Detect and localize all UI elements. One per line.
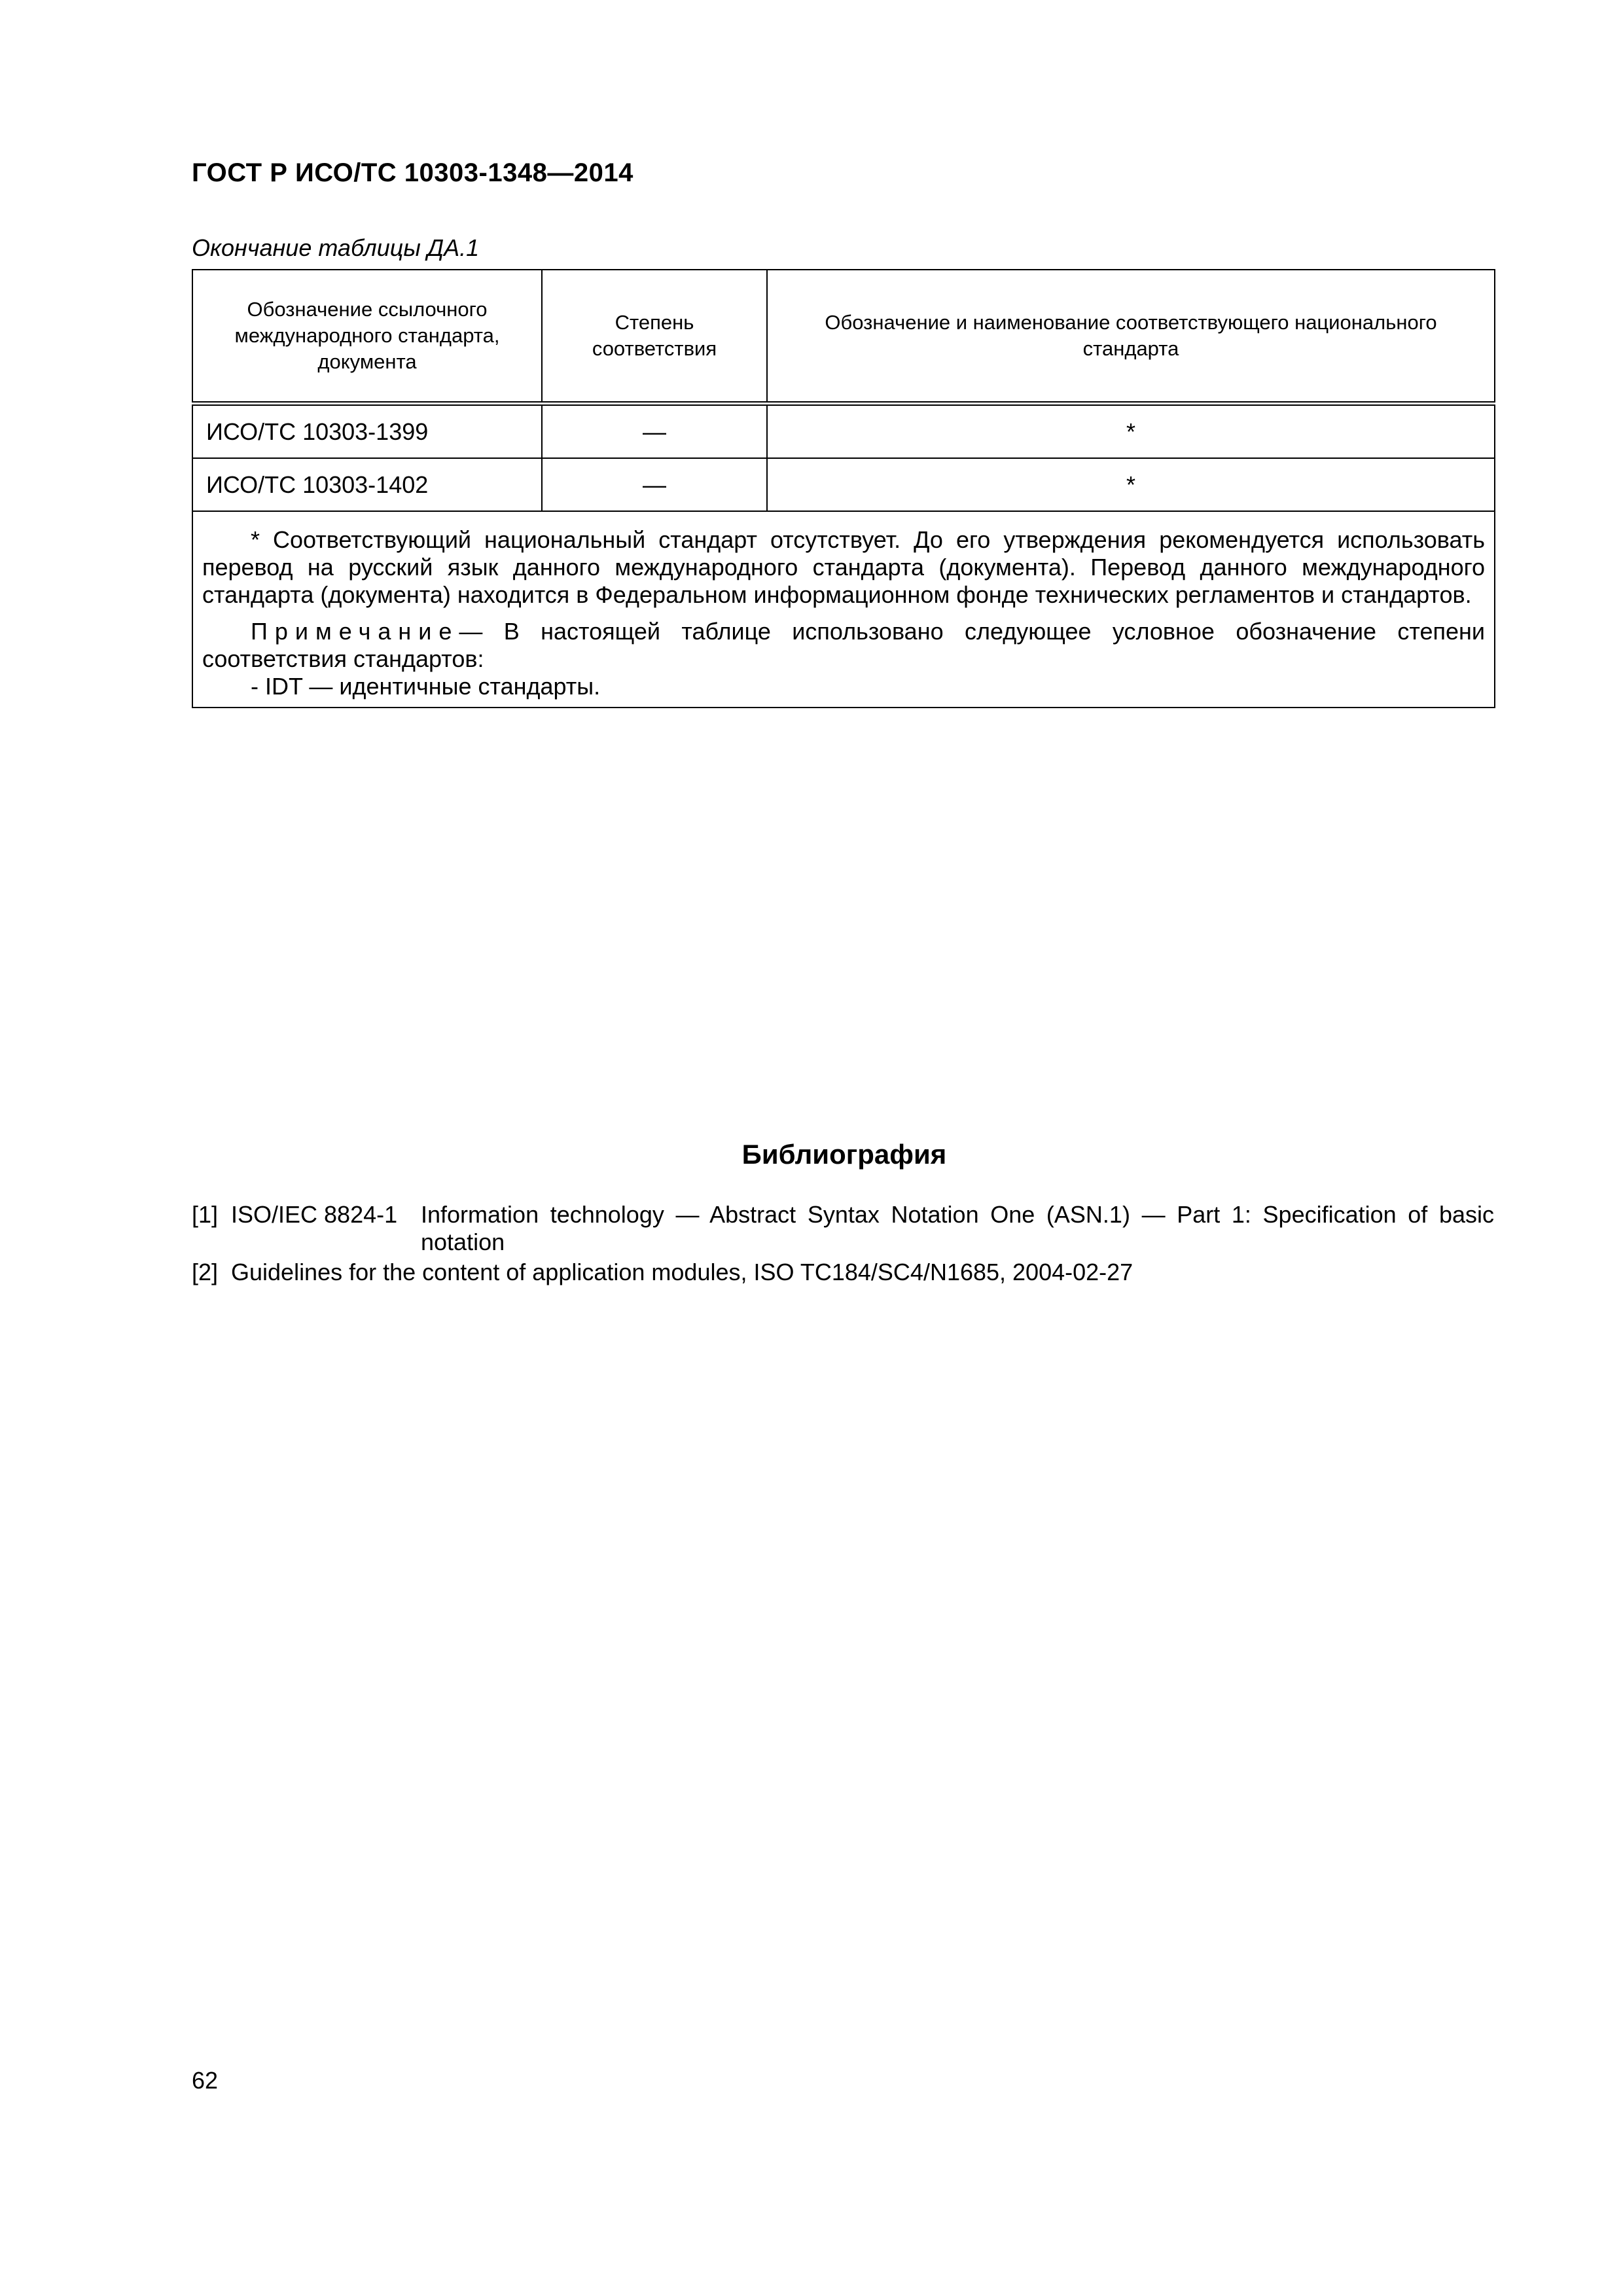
bibliography-entry-code: ISO/IEC 8824-1: [231, 1201, 398, 1228]
page-number: 62: [192, 2067, 219, 2094]
bibliography-entry-text: Guidelines for the content of application modules, ISO TC184/SC4/N1685, 2004-02-27: [231, 1259, 1133, 1285]
note-item: - IDT — идентичные стандарты.: [251, 673, 601, 700]
footnote-cell: [192, 511, 1495, 708]
cell-reference-code: ИСО/ТС 10303-1402: [192, 458, 542, 511]
column-header-degree: Степень соответствия: [542, 270, 767, 404]
standards-correspondence-table: [192, 269, 1495, 708]
table-footnote-row: [192, 511, 1495, 708]
table-row: [192, 458, 1495, 511]
document-header: ГОСТ Р ИСО/ТС 10303-1348—2014: [192, 158, 633, 187]
table-row: [192, 404, 1495, 459]
note-label: Примечание: [251, 618, 459, 645]
note-text: — В настоящей таблице использовано следующее условное обозначение степени соответствия стандартов:: [202, 618, 1485, 672]
column-header-national-standard: Обозначение и наименование соответствующего национального стандарта: [767, 270, 1495, 404]
cell-reference-code: ИСО/ТС 10303-1399: [192, 404, 542, 459]
bibliography-entry-number: [2]: [192, 1259, 219, 1285]
cell-degree: —: [542, 404, 767, 459]
table-caption: Окончание таблицы ДА.1: [192, 234, 480, 261]
footnote-text: * Соответствующий национальный стандарт отсутствует. До его утверждения рекомендуется использовать перевод на русский язык данного международного стандарта (документа). Перевод данного международного стандарта (документа) находится в Федеральном информационном фонде технических регламентов и стандартов.: [202, 526, 1485, 608]
cell-degree: —: [542, 458, 767, 511]
bibliography-title: Библиография: [741, 1139, 947, 1170]
cell-national-standard: *: [767, 404, 1495, 459]
table-header-row: [192, 270, 1495, 404]
cell-national-standard: *: [767, 458, 1495, 511]
bibliography-entry-text: Information technology — Abstract Syntax Notation One (ASN.1) — Part 1: Specification of basic notation: [421, 1201, 1494, 1255]
bibliography-entry-number: [1]: [192, 1201, 219, 1228]
note-paragraph: [202, 618, 1485, 673]
column-header-reference-standard: Обозначение ссылочного международного стандарта, документа: [192, 270, 542, 404]
